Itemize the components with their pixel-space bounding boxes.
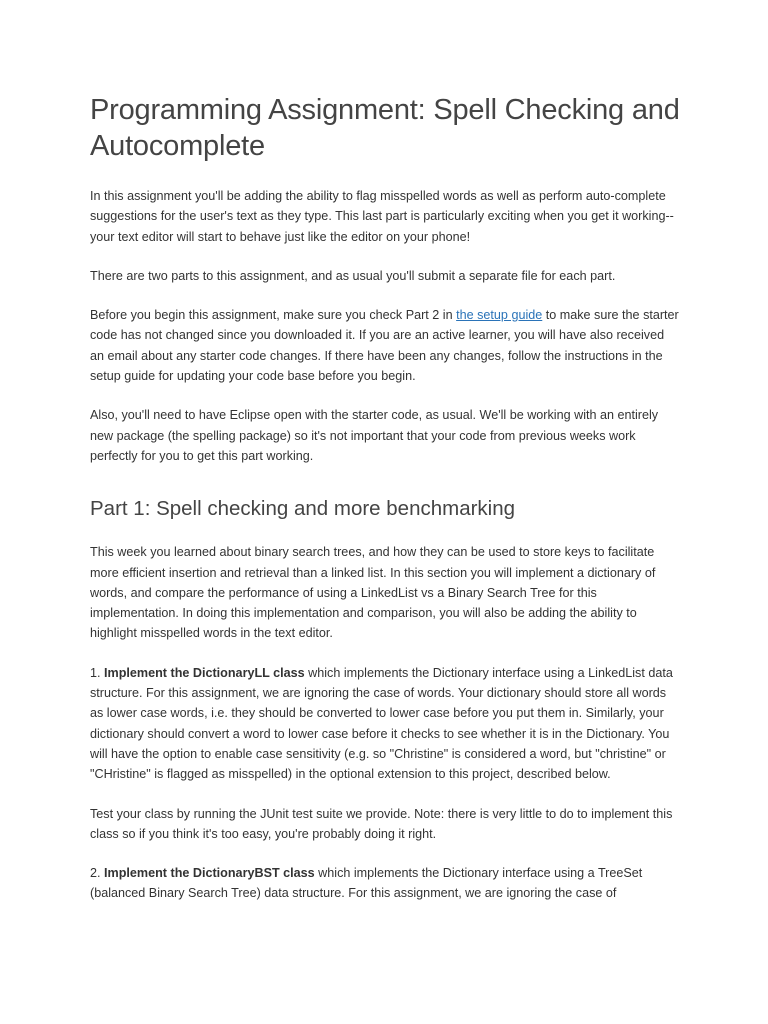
step2-bold-label: Implement the DictionaryBST class [104, 866, 315, 881]
step2-paragraph [90, 863, 680, 904]
step2-number: 2. [90, 866, 105, 881]
test-note-paragraph: Test your class by running the JUnit test suite we provide. Note: there is very little to do to implement this class so if you think it's too easy, you're probably doing it right. [90, 806, 673, 841]
intro-paragraph: In this assignment you'll be adding the ability to flag misspelled words as well as perform auto-complete suggestions for the user's text as they type. This last part is particularly exciting when you get it working--your text editor will start to behave just like the editor on your phone! [90, 189, 674, 244]
step1-number: 1. [90, 665, 105, 680]
setup-text-after: to make sure the starter code has not changed since you downloaded it. If you are an active learner, you will have also received an email about any starter code changes. If there have been any changes, follow the instructions in the setup guide for updating your code base before you begin. [90, 308, 679, 384]
parts-note-paragraph: There are two parts to this assignment, and as usual you'll submit a separate file for each part. [90, 268, 616, 283]
eclipse-paragraph: Also, you'll need to have Eclipse open with the starter code, as usual. We'll be working with an entirely new package (the spelling package) so it's not important that your code from previous weeks work perfectly for you to get this part working. [90, 408, 659, 463]
page-title: Programming Assignment: Spell Checking and Autocomplete [90, 94, 680, 162]
step1-paragraph [90, 663, 680, 785]
setup-guide-link[interactable]: the setup guide [456, 308, 543, 323]
step1-bold-label: Implement the DictionaryLL class [104, 665, 305, 680]
part1-intro-paragraph: This week you learned about binary search trees, and how they can be used to store keys to facilitate more efficient insertion and retrieval than a linked list. In this section you will implement a dictionary of words, and compare the performance of using a LinkedList vs a Binary Search Tree for this implementation. In doing this implementation and comparison, you will also be adding the ability to highlight misspelled words in the text editor. [90, 545, 656, 641]
step2-text: which implements the Dictionary interface using a TreeSet (balanced Binary Search Tree) data structure. For this assignment, we are ignoring the case of [90, 866, 643, 901]
step1-text: which implements the Dictionary interface using a LinkedList data structure. For this assignment, we are ignoring the case of words. Your dictionary should store all words as lower case words, i.e. they should be converted to lower case before you put them in. Similarly, your dictionary should convert a word to lower case before it checks to see whether it is in the Dictionary. You will have the option to enable case sensitivity (e.g. so "Christine" is considered a word, but "christine" or "CHristine" is flagged as misspelled) in the optional extension to this project, described below. [90, 665, 673, 782]
setup-text-before: Before you begin this assignment, make sure you check Part 2 in [90, 308, 457, 323]
setup-paragraph [90, 305, 680, 386]
document-page [90, 92, 680, 923]
part1-heading: Part 1: Spell checking and more benchmarking [90, 497, 516, 521]
